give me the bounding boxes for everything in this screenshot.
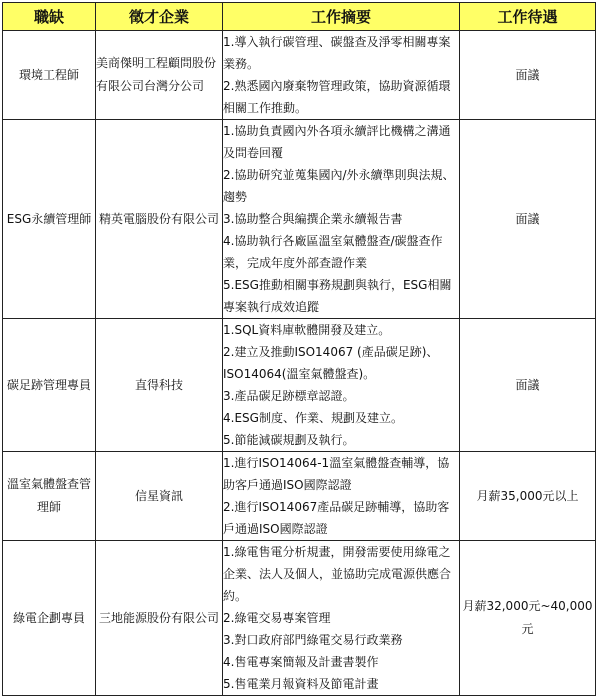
summary-item: 1.導入執行碳管理、碳盤查及淨零相關專案業務。	[223, 35, 451, 71]
summary-item: 2.綠電交易專案管理	[223, 611, 331, 625]
table-row	[3, 31, 596, 120]
job-title: 溫室氣體盤查管理師	[3, 452, 96, 541]
company-name: 三地能源股份有限公司	[96, 541, 223, 696]
job-title: 環境工程師	[3, 31, 96, 120]
summary-item: 3.協助整合與編撰企業永續報告書	[223, 212, 403, 226]
summary-item: 1.進行ISO14064-1溫室氣體盤查輔導，協助客戶通過ISO國際認證	[223, 456, 450, 492]
job-title: ESG永續管理師	[3, 120, 96, 319]
salary: 月薪35,000元以上	[460, 452, 596, 541]
job-summary	[223, 452, 460, 541]
salary: 月薪32,000元~40,000元	[460, 541, 596, 696]
table-row	[3, 319, 596, 452]
summary-item: 1.協助負責國內外各項永續評比機構之溝通及問卷回覆	[223, 124, 451, 160]
salary: 面議	[460, 31, 596, 120]
header-position: 職缺	[3, 3, 96, 31]
table-row	[3, 541, 596, 696]
job-summary	[223, 31, 460, 120]
table-row	[3, 120, 596, 319]
company-name: 直得科技	[96, 319, 223, 452]
summary-item: 4.ESG制度、作業、規劃及建立。	[223, 411, 403, 425]
job-title: 綠電企劃專員	[3, 541, 96, 696]
summary-item: 5.節能減碳規劃及執行。	[223, 433, 355, 447]
summary-item: 4.售電專案簡報及計畫書製作	[223, 655, 379, 669]
summary-item: 1.SQL資料庫軟體開發及建立。	[223, 323, 391, 337]
header-company: 徵才企業	[96, 3, 223, 31]
summary-item: 2.協助研究並蒐集國內/外永續準則與法規、趨勢	[223, 168, 455, 204]
summary-item: 3.對口政府部門綠電交易行政業務	[223, 633, 403, 647]
summary-item: 3.產品碳足跡標章認證。	[223, 389, 355, 403]
header-salary: 工作待遇	[460, 3, 596, 31]
summary-item: 4.協助執行各廠區溫室氣體盤查/碳盤查作業，完成年度外部查證作業	[223, 234, 443, 270]
summary-item: 2.建立及推動ISO14067 (產品碳足跡)、ISO14064(溫室氣體盤查)。	[223, 345, 439, 381]
summary-item: 1.綠電售電分析規畫，開發需要使用綠電之企業、法人及個人，並協助完成電源供應合約。	[223, 545, 452, 603]
company-name: 精英電腦股份有限公司	[96, 120, 223, 319]
salary: 面議	[460, 120, 596, 319]
job-summary	[223, 541, 460, 696]
summary-item: 2.熟悉國內廢棄物管理政策，協助資源循環相關工作推動。	[223, 79, 451, 115]
header-row	[3, 3, 596, 31]
job-summary	[223, 319, 460, 452]
salary: 面議	[460, 319, 596, 452]
table-row	[3, 452, 596, 541]
company-name: 美商傑明工程顧問股份有限公司台灣分公司	[96, 31, 223, 120]
job-listings-table	[2, 2, 596, 696]
summary-item: 5.ESG推動相關事務規劃與執行，ESG相關專案執行成效追蹤	[223, 278, 452, 314]
header-summary: 工作摘要	[223, 3, 460, 31]
job-summary	[223, 120, 460, 319]
job-title: 碳足跡管理專員	[3, 319, 96, 452]
summary-item: 5.售電業月報資料及節電計畫	[223, 677, 379, 691]
summary-item: 2.進行ISO14067產品碳足跡輔導，協助客戶通過ISO國際認證	[223, 500, 450, 536]
company-name: 信星資訊	[96, 452, 223, 541]
